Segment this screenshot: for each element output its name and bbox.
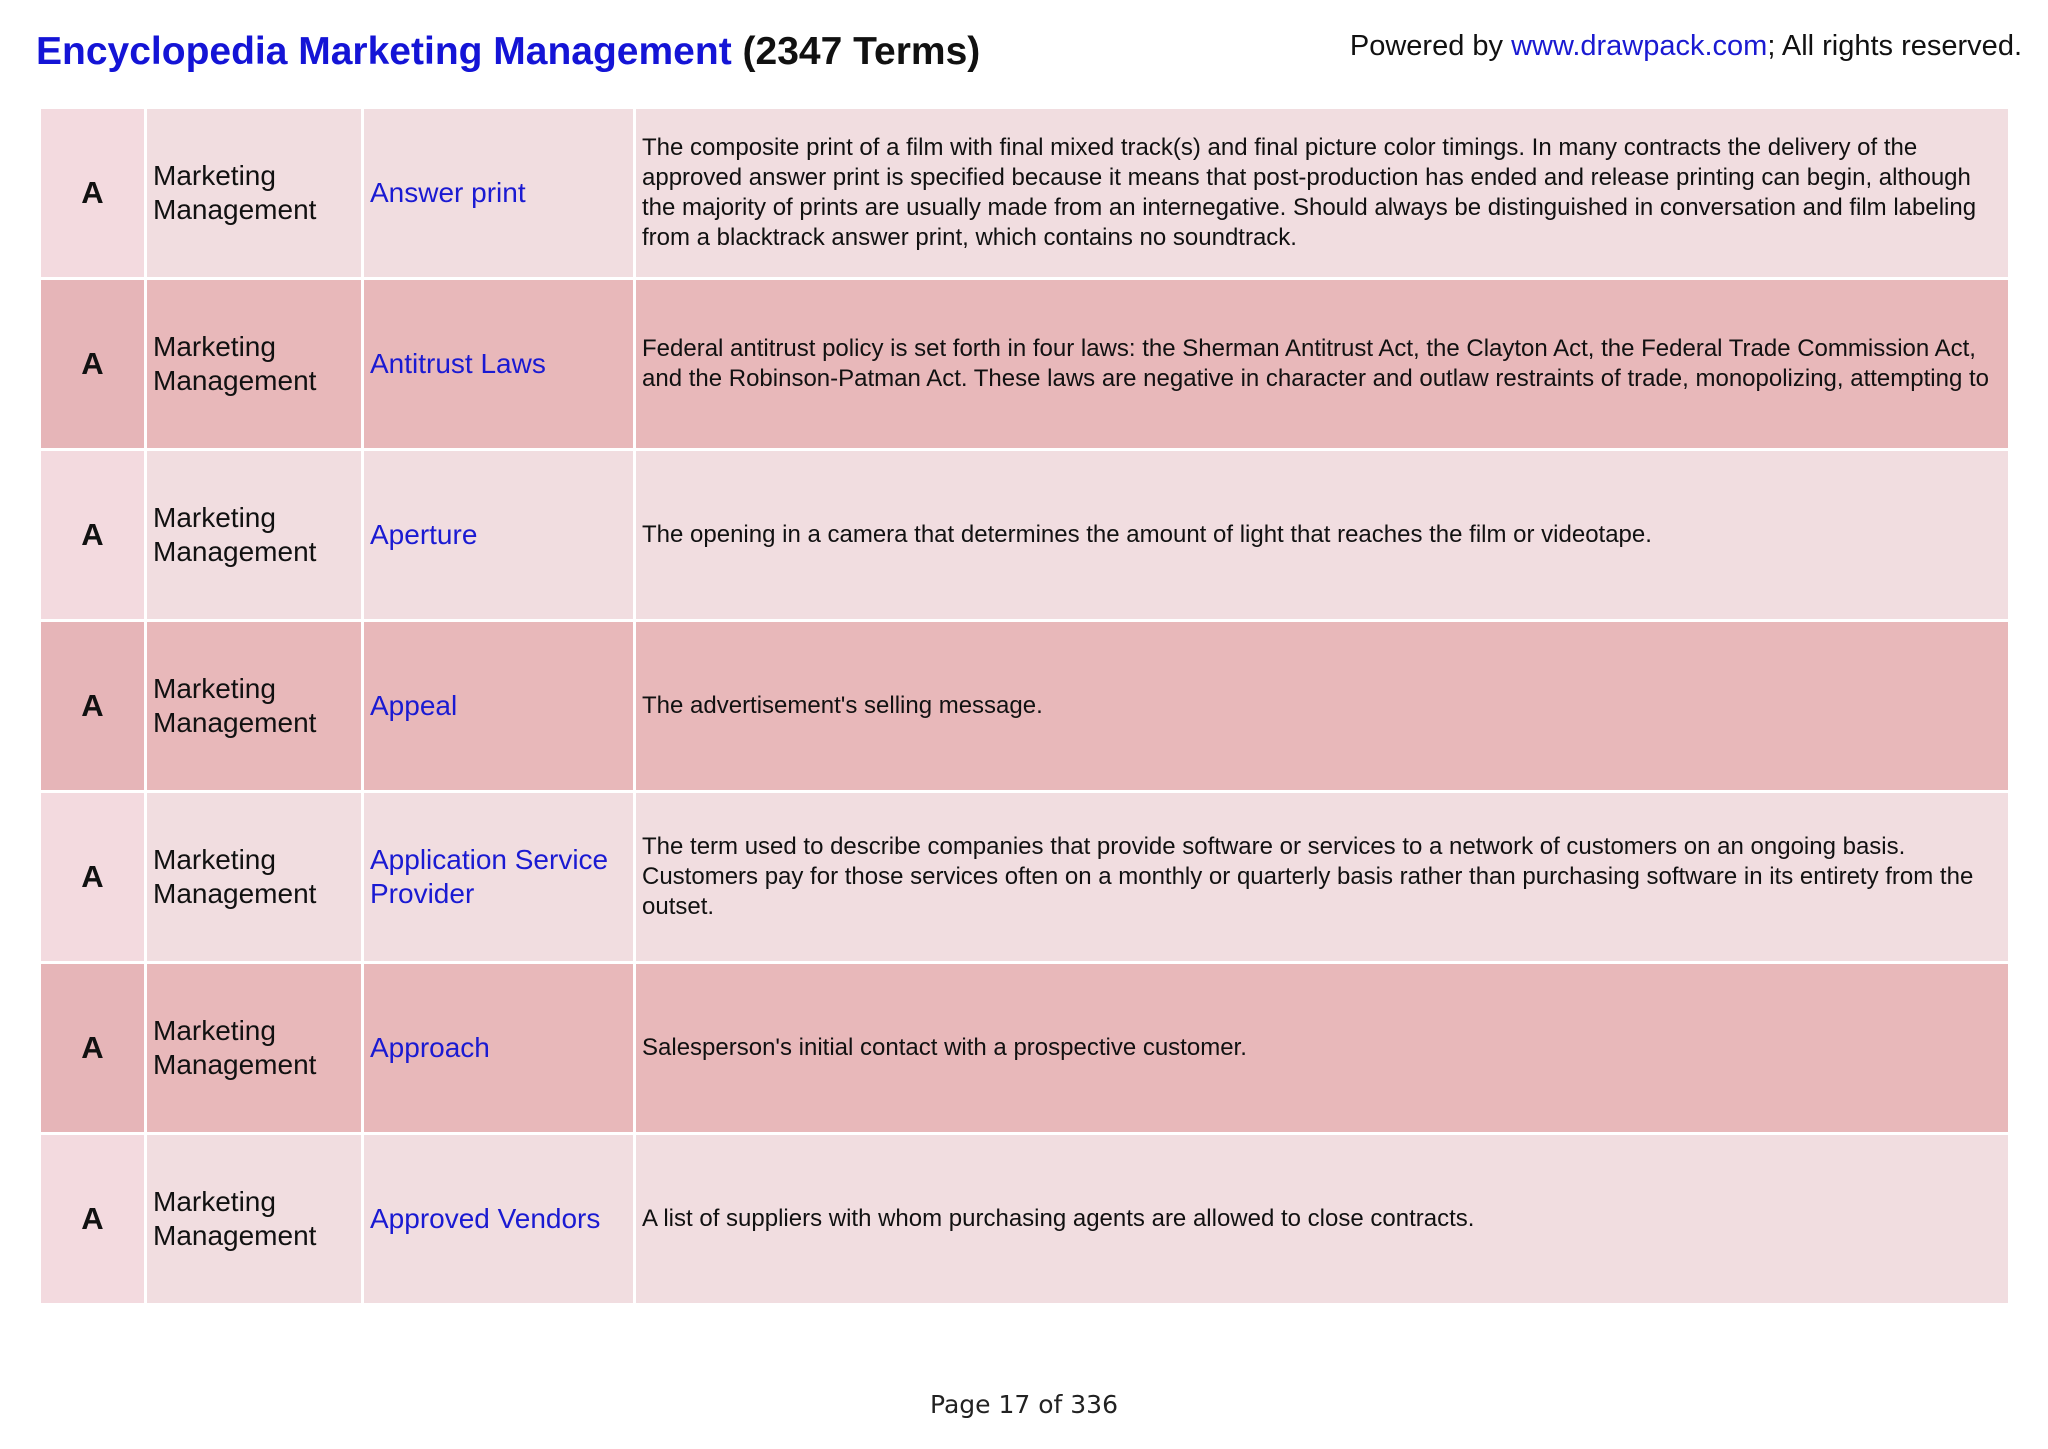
table-row <box>40 621 2010 792</box>
table-row <box>40 279 2010 450</box>
page-title <box>36 30 980 74</box>
category-cell: Marketing Management <box>146 450 363 621</box>
letter-cell: A <box>40 1134 146 1305</box>
powered-by-notice <box>1350 30 2022 63</box>
definition-cell: The advertisement's selling message. <box>635 621 2010 792</box>
term-link[interactable]: Approved Vendors <box>363 1134 635 1305</box>
definition-cell: The opening in a camera that determines the amount of light that reaches the film or videotape. <box>635 450 2010 621</box>
definition-cell: Salesperson's initial contact with a prospective customer. <box>635 963 2010 1134</box>
definition-cell: Federal antitrust policy is set forth in four laws: the Sherman Antitrust Act, the Clayton Act, the Federal Trade Commission Act, and the Robinson-Patman Act. These laws are negative in character and outlaw restraints of trade, monopolizing, attempting to <box>635 279 2010 450</box>
category-cell: Marketing Management <box>146 963 363 1134</box>
terms-count: (2347 Terms) <box>742 30 981 73</box>
encyclopedia-title-link[interactable]: Encyclopedia Marketing Management <box>36 30 732 73</box>
category-cell: Marketing Management <box>146 792 363 963</box>
letter-cell: A <box>40 108 146 279</box>
definition-cell: The term used to describe companies that provide software or services to a network of customers on an ongoing basis. Customers pay for those services often on a monthly or quarterly basis rather than purchasing software in its entirety from the outset. <box>635 792 2010 963</box>
definition-cell: The composite print of a film with final mixed track(s) and final picture color timings. In many contracts the delivery of the approved answer print is specified because it means that post-production has ended and release printing can begin, although the majority of prints are usually made from an internegative. Should always be distinguished in conversation and film labeling from a blacktrack answer print, which contains no soundtrack. <box>635 108 2010 279</box>
letter-cell: A <box>40 963 146 1134</box>
rights-text: ; All rights reserved. <box>1767 30 2022 62</box>
term-link[interactable]: Antitrust Laws <box>363 279 635 450</box>
page-number: Page 17 of 336 <box>930 1390 1118 1419</box>
term-link[interactable]: Approach <box>363 963 635 1134</box>
category-cell: Marketing Management <box>146 279 363 450</box>
term-link[interactable]: Aperture <box>363 450 635 621</box>
term-link[interactable]: Application Service Provider <box>363 792 635 963</box>
page-header <box>36 26 2022 86</box>
table-row <box>40 450 2010 621</box>
category-cell: Marketing Management <box>146 1134 363 1305</box>
table-row <box>40 963 2010 1134</box>
category-cell: Marketing Management <box>146 108 363 279</box>
table-row <box>40 792 2010 963</box>
table-row <box>40 1134 2010 1305</box>
category-cell: Marketing Management <box>146 621 363 792</box>
letter-cell: A <box>40 792 146 963</box>
letter-cell: A <box>40 621 146 792</box>
letter-cell: A <box>40 450 146 621</box>
terms-table <box>38 106 2011 1306</box>
powered-prefix: Powered by <box>1349 30 1512 62</box>
term-link[interactable]: Appeal <box>363 621 635 792</box>
term-link[interactable]: Answer print <box>363 108 635 279</box>
letter-cell: A <box>40 279 146 450</box>
drawpack-link[interactable]: www.drawpack.com <box>1511 30 1768 62</box>
table-row <box>40 108 2010 279</box>
definition-cell: A list of suppliers with whom purchasing agents are allowed to close contracts. <box>635 1134 2010 1305</box>
